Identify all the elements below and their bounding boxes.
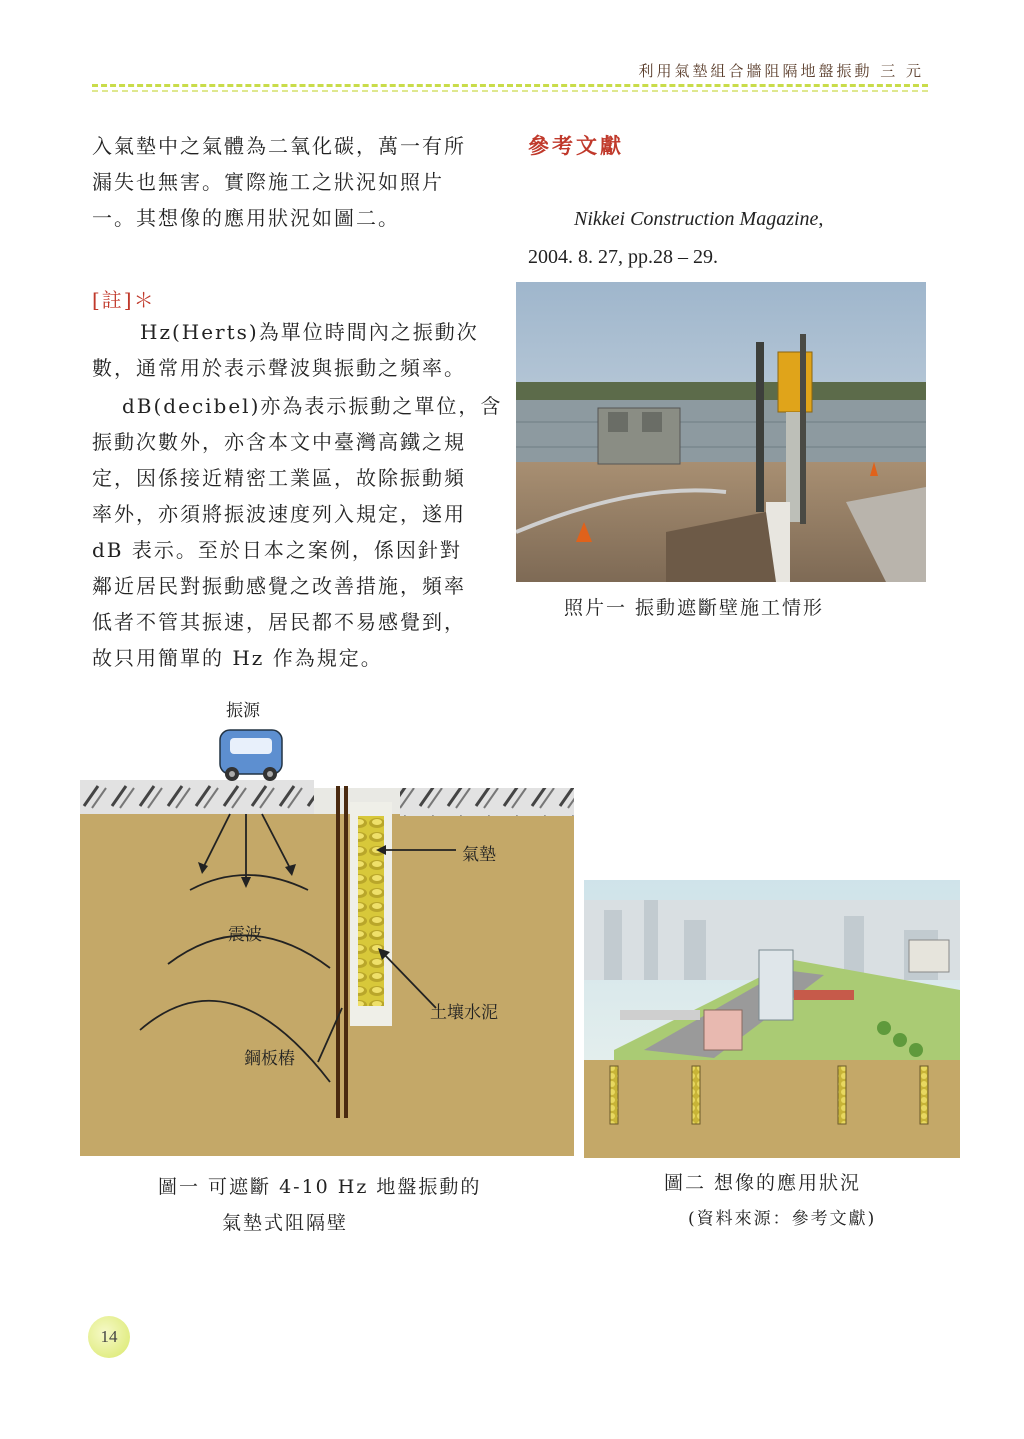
text-line: 率外，亦須將振波速度列入規定，遂用 [92, 502, 466, 526]
text-line: 振動次數外，亦含本文中臺灣高鐵之規 [92, 430, 466, 454]
text-line: 一。其想像的應用狀況如圖二。 [92, 206, 400, 230]
text-line: 定，因係接近精密工業區，故除振動頻 [92, 466, 466, 490]
application-illustration [584, 880, 960, 1158]
label-air-cushion: 氣墊 [462, 845, 496, 865]
text-line: dB(decibel)亦為表示振動之單位，含 [122, 394, 503, 418]
label-seismic-wave: 震波 [228, 925, 262, 945]
label-steel-sheet-pile: 鋼板樁 [244, 1049, 295, 1069]
text-line: 數，通常用於表示聲波與振動之頻率。 [92, 356, 466, 380]
label-soil-cement: 土壤水泥 [430, 1003, 498, 1023]
citation-title: Nikkei Construction Magazine [574, 208, 819, 230]
citation-detail: 2004. 8. 27, pp.28 – 29. [528, 246, 718, 268]
paragraph-continuation [92, 128, 466, 236]
figure2-source-note: (資料來源：參考文獻) [688, 1209, 877, 1229]
text-line: 低者不管其振速，居民都不易感覺到， [92, 610, 466, 634]
figure2-caption-line1: 圖二 想像的應用狀況 [664, 1172, 862, 1194]
text-line: Hz(Herts)為單位時間內之振動次 [140, 320, 479, 344]
note-paragraph-db [92, 388, 502, 676]
text-line: dB 表示。至於日本之案例，係因針對 [92, 538, 462, 562]
air-cushion-barrier-diagram [80, 690, 574, 1156]
text-line: 鄰近居民對振動感覺之改善措施，頻率 [92, 574, 466, 598]
figure1-caption-line1: 圖一 可遮斷 4-10 Hz 地盤振動的 [158, 1176, 482, 1198]
page-number: 14 [88, 1316, 130, 1358]
running-header: 利用氣墊組合牆阻隔地盤振動 三 元 [638, 62, 924, 80]
citation-comma: , [818, 208, 824, 230]
header-divider [92, 84, 928, 87]
text-line: 故只用簡單的 Hz 作為規定。 [92, 646, 383, 670]
note-paragraph-hz [92, 314, 479, 386]
header-divider-secondary [92, 90, 928, 92]
figure1-caption-line2: 氣墊式阻隔壁 [222, 1212, 349, 1234]
text-line: 漏失也無害。實際施工之狀況如照片 [92, 170, 444, 194]
note-label: [註]＊ [92, 288, 156, 312]
construction-photo [516, 282, 926, 582]
vibration-source-vehicle [220, 730, 282, 781]
label-vibration-source: 振源 [226, 701, 260, 721]
text-line: 入氣墊中之氣體為二氧化碳，萬一有所 [92, 134, 466, 158]
photo-caption: 照片一 振動遮斷壁施工情形 [564, 597, 825, 619]
references-heading: 參考文獻 [528, 133, 624, 158]
reference-citation [528, 200, 928, 276]
